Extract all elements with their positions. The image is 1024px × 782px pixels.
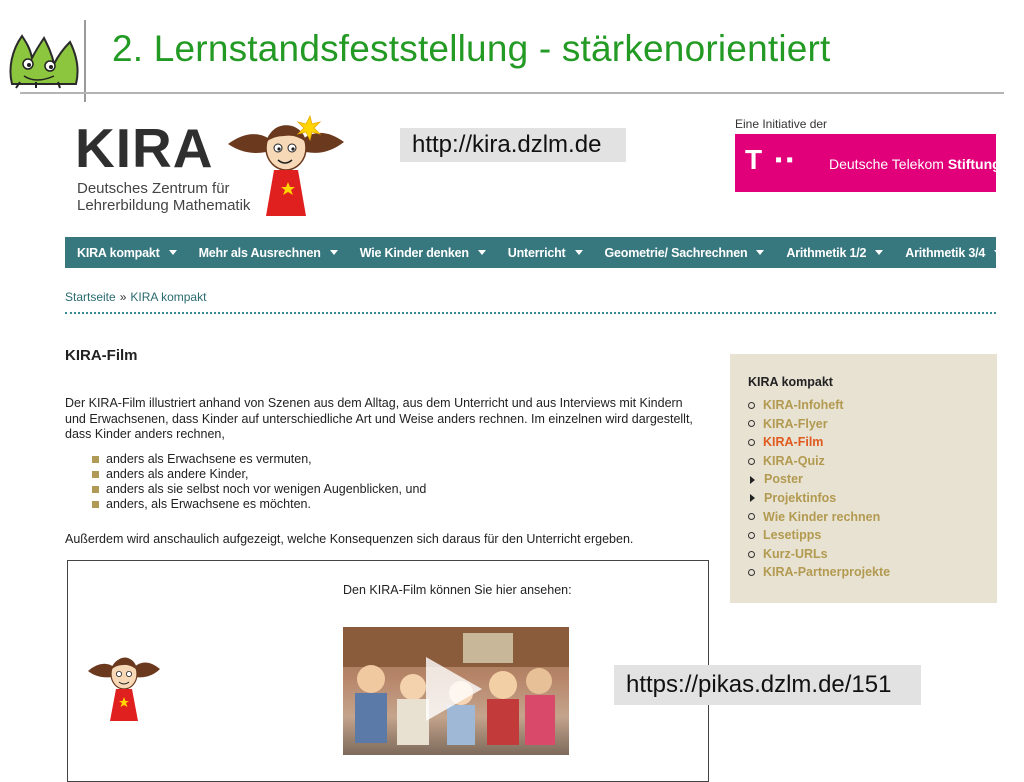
sidebar-item-label: KIRA-Partnerprojekte (763, 565, 891, 580)
bullet-list (92, 452, 426, 512)
sidebar (730, 354, 997, 603)
header-divider-horizontal (20, 92, 1004, 94)
sponsor-name (829, 156, 1001, 172)
sidebar-item-label: Wie Kinder rechnen (763, 509, 881, 524)
circle-bullet-icon (748, 513, 755, 520)
sidebar-item-kira-infoheft[interactable] (748, 396, 890, 415)
play-icon[interactable] (426, 657, 482, 721)
list-item: anders als sie selbst noch vor wenigen Augenblicken, und (92, 482, 426, 497)
sponsor-name-bold: Stiftung (947, 156, 1001, 172)
sidebar-item-label: Lesetipps (763, 528, 822, 543)
sidebar-item-label: Poster (764, 472, 803, 487)
sidebar-item-label: KIRA-Infoheft (763, 398, 844, 412)
sidebar-item-label: KIRA-Quiz (763, 453, 825, 468)
kira-mascot-small-icon (86, 649, 162, 723)
circle-bullet-icon (748, 420, 755, 427)
sponsor-name-regular: Deutsche Telekom (829, 156, 944, 172)
video-caption: Den KIRA-Film können Sie hier ansehen: (343, 583, 572, 597)
kira-subtitle-line2: Lehrerbildung Mathematik (77, 197, 251, 214)
sidebar-item-label: Kurz-URLs (763, 546, 828, 561)
kira-logo-subtitle (77, 180, 250, 214)
caret-right-icon (750, 476, 755, 484)
sidebar-item-kurz-urls[interactable] (748, 545, 890, 564)
caret-right-icon (750, 494, 755, 502)
kira-subtitle-line1: Deutsches Zentrum für (77, 180, 230, 197)
kira-url-label: http://kira.dzlm.de (400, 128, 626, 162)
telekom-stiftung-banner[interactable] (735, 134, 1001, 192)
initiative-text: Eine Initiative der (735, 117, 828, 131)
nav-item-label: Geometrie/ Sachrechnen (604, 245, 748, 260)
circle-bullet-icon (748, 532, 755, 539)
telekom-dots-icon: ▪▪ (775, 149, 798, 171)
slide-title: 2. Lernstandsfeststellung - stärkenorientiert (112, 28, 831, 69)
chevron-down-icon (875, 250, 883, 255)
nav-item-arithmetik-3-4[interactable] (893, 246, 1012, 260)
nav-item-label: Wie Kinder denken (359, 245, 469, 260)
sidebar-item-kira-film[interactable] (748, 433, 890, 452)
nav-item-label: Unterricht (507, 245, 566, 260)
content-title: KIRA-Film (65, 347, 138, 364)
nav-item-label: KIRA kompakt (77, 245, 160, 260)
nav-item-unterricht[interactable] (496, 246, 593, 260)
list-item: anders, als Erwachsene es möchten. (92, 497, 426, 512)
circle-bullet-icon (748, 551, 755, 558)
sidebar-list (748, 396, 890, 582)
chevron-down-icon (478, 250, 486, 255)
header-divider-vertical (84, 20, 86, 102)
nav-item-label: Mehr als Ausrechnen (198, 245, 321, 260)
breadcrumb-current-link[interactable]: KIRA kompakt (130, 290, 207, 304)
breadcrumb-home-link[interactable]: Startseite (65, 290, 116, 304)
sidebar-item-kira-partnerprojekte[interactable] (748, 563, 890, 582)
intro-paragraph: Der KIRA-Film illustriert anhand von Szenen aus dem Alltag, aus dem Unterricht und aus Interviews mit Kindern und Erwachsenen, dass Kinder auf unterschiedliche Art und Weise anders rechnen. Im einzelnen wird dargestellt, dass Kinder anders rechnen, (65, 396, 693, 441)
circle-bullet-icon (748, 569, 755, 576)
sidebar-item-projektinfos[interactable] (748, 489, 890, 508)
main-navigation (65, 237, 996, 268)
circle-bullet-icon (748, 439, 755, 446)
sidebar-item-label: KIRA-Film (763, 435, 824, 450)
consequences-paragraph: Außerdem wird anschaulich aufgezeigt, welche Konsequenzen sich daraus für den Unterricht ergeben. (65, 532, 634, 546)
kira-logo-text[interactable]: KIRA (75, 117, 214, 179)
nav-item-label: Arithmetik 3/4 (905, 245, 986, 260)
nav-item-geometrie-sachrechnen[interactable] (593, 246, 775, 260)
circle-bullet-icon (748, 458, 755, 465)
chevron-down-icon (169, 250, 177, 255)
chevron-down-icon (330, 250, 338, 255)
chevron-down-icon (994, 250, 1002, 255)
list-item: anders als Erwachsene es vermuten, (92, 452, 426, 467)
kira-mascot-icon (226, 112, 346, 220)
sidebar-item-wie-kinder-rechnen[interactable] (748, 508, 890, 527)
nav-item-wie-kinder-denken[interactable] (348, 246, 496, 260)
dotted-divider (65, 312, 996, 314)
sidebar-item-kira-flyer[interactable] (748, 415, 890, 434)
sidebar-title: KIRA kompakt (748, 375, 833, 389)
breadcrumb (65, 290, 206, 304)
chevron-down-icon (575, 250, 583, 255)
sidebar-item-poster[interactable] (748, 470, 890, 489)
chevron-down-icon (756, 250, 764, 255)
nav-item-label: Arithmetik 1/2 (786, 245, 867, 260)
nav-item-mehr-als-ausrechnen[interactable] (187, 246, 348, 260)
nav-item-kira-kompakt[interactable] (65, 246, 187, 260)
circle-bullet-icon (748, 402, 755, 409)
nav-item-arithmetik-1-2[interactable] (774, 246, 893, 260)
list-item: anders als andere Kinder, (92, 467, 426, 482)
slide-logo-icon (6, 28, 82, 90)
telekom-t-logo-icon: T (745, 144, 763, 175)
sidebar-item-label: Projektinfos (764, 490, 837, 505)
sidebar-item-kira-quiz[interactable] (748, 452, 890, 471)
breadcrumb-separator: » (119, 290, 127, 304)
sidebar-item-label: KIRA-Flyer (763, 416, 828, 431)
pikas-url-label: https://pikas.dzlm.de/151 (614, 665, 921, 705)
sidebar-item-lesetipps[interactable] (748, 526, 890, 545)
video-player[interactable] (343, 627, 569, 755)
video-box (67, 560, 709, 782)
